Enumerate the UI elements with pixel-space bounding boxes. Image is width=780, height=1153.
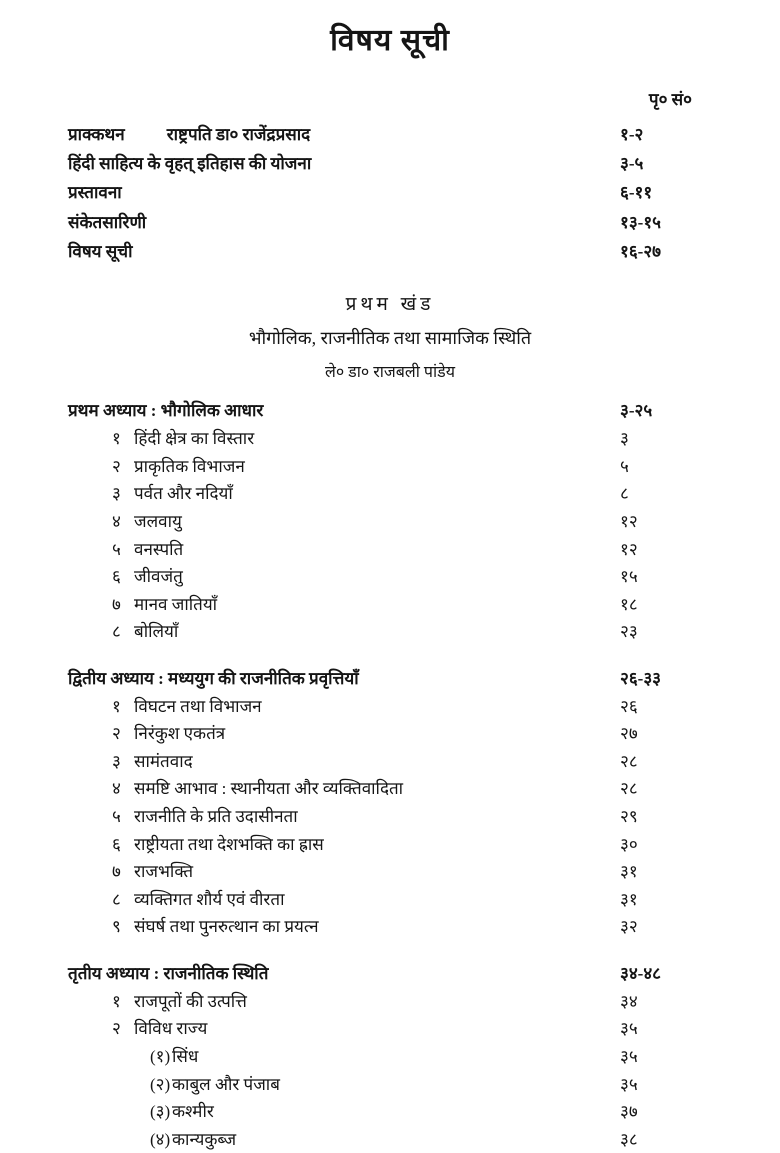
entry-pages: ८ (620, 484, 629, 504)
entry-pages: १५ (620, 567, 638, 587)
entry-label: राष्ट्रीयता तथा देशभक्ति का ह्रास (134, 834, 324, 854)
entry-label: मानव जातियाँ (134, 594, 218, 614)
entry-pages: १-२ (620, 125, 644, 144)
entry-pages: ६-११ (620, 183, 653, 203)
chapter-pages: ३४-४८ (620, 963, 662, 983)
entry-label: समष्टि आभाव : स्थानीयता और व्यक्तिवादिता (134, 779, 404, 799)
entry-number: ३ (112, 751, 121, 771)
entry-number: ७ (112, 594, 121, 614)
list-item (0, 591, 780, 619)
entry-pages: १२ (620, 512, 638, 531)
entry-pages: २७ (620, 724, 638, 744)
list-item (0, 425, 780, 453)
chapter-pages: ३-२५ (620, 401, 653, 421)
entry-number: ५ (112, 539, 121, 559)
divider-space (0, 646, 780, 654)
list-item (0, 508, 780, 536)
entry-pages: ३५ (620, 1074, 638, 1094)
entry-pages: २६ (620, 696, 638, 716)
entry-label: विषय सूची (68, 241, 133, 261)
entry-label: प्रस्तावना (68, 183, 122, 203)
entry-number: १ (112, 429, 121, 449)
entry-label: राजनीति के प्रति उदासीनता (134, 807, 298, 827)
entry-number: ४ (112, 779, 121, 799)
entry-pages: २३ (620, 622, 638, 642)
list-item (0, 748, 780, 776)
entry-label: राजभक्ति (134, 862, 194, 882)
entry-pages: ३५ (620, 1046, 638, 1066)
entry-number: ५ (112, 807, 121, 827)
list-item (0, 237, 780, 266)
list-item (0, 208, 780, 237)
entry-pages: ३५ (620, 1019, 638, 1039)
entry-label: जलवायु (134, 512, 182, 531)
entry-number: ६ (112, 834, 121, 854)
entry-label: सिंध (172, 1046, 199, 1066)
entry-number: (२) (150, 1074, 171, 1094)
entry-pages: ३ (620, 429, 629, 449)
list-item (0, 1015, 780, 1043)
list-item (0, 720, 780, 748)
entry-label: काबुल और पंजाब (172, 1074, 280, 1094)
entry-number: (४) (150, 1129, 171, 1149)
entry-number: ७ (112, 862, 121, 882)
chapter-title: द्वितीय अध्याय : मध्ययुग की राजनीतिक प्रवृत्तियाँ (68, 668, 359, 688)
entry-label: वनस्पति (134, 539, 184, 559)
entry-number: (३) (150, 1102, 171, 1122)
entry-pages: ५ (620, 456, 629, 476)
list-item (0, 988, 780, 1016)
entry-number: ८ (112, 622, 121, 642)
entry-number: २ (112, 1019, 121, 1039)
entry-number: २ (112, 456, 121, 476)
entry-pages: ३८ (620, 1129, 638, 1149)
entry-pages: ३४ (620, 991, 638, 1011)
list-item (0, 563, 780, 591)
list-item (0, 1098, 780, 1126)
chapter-title-row (0, 959, 780, 988)
entry-number: २ (112, 724, 121, 744)
list-item (0, 913, 780, 941)
list-item (0, 536, 780, 564)
entry-label: प्राक्कथन (68, 125, 125, 144)
front-matter-list (0, 120, 780, 266)
entry-pages: ३-५ (620, 154, 644, 174)
page-title: विषय सूची (330, 24, 450, 57)
entry-pages: २८ (620, 751, 638, 771)
chapter-pages: २६-३३ (620, 668, 662, 688)
entry-number: १ (112, 696, 121, 716)
entry-label: कान्यकुब्ज (172, 1129, 237, 1149)
entry-label: निरंकुश एकतंत्र (134, 724, 226, 744)
entry-pages: २८ (620, 779, 638, 799)
list-item (0, 858, 780, 886)
chapter-block (0, 959, 780, 1153)
entry-author: राष्ट्रपति डा० राजेंद्रप्रसाद (166, 125, 311, 144)
divider-space (0, 941, 780, 949)
entry-number: ९ (112, 917, 121, 937)
entry-label: राजपूतों की उत्पत्ति (134, 991, 247, 1011)
entry-pages: १८ (620, 594, 638, 614)
entry-number: ४ (112, 512, 121, 531)
chapter-title: प्रथम अध्याय : भौगोलिक आधार (68, 401, 264, 421)
section-heading: प्रथम खंड (345, 294, 435, 316)
entry-label: विविध राज्य (134, 1019, 208, 1039)
list-item (0, 1126, 780, 1153)
list-item (0, 120, 780, 149)
entry-number: ३ (112, 484, 121, 504)
list-item (0, 886, 780, 914)
entry-label: हिंदी क्षेत्र का विस्तार (134, 429, 255, 449)
list-item (0, 693, 780, 721)
entry-pages: १२ (620, 539, 638, 559)
entry-label: हिंदी साहित्य के वृहत् इतिहास की योजना (68, 154, 312, 174)
list-item (0, 803, 780, 831)
entry-label: व्यक्तिगत शौर्य एवं वीरता (134, 889, 285, 909)
entry-label: संकेतसारिणी (68, 212, 147, 232)
entry-label: विघटन तथा विभाजन (134, 696, 262, 716)
entry-label: पर्वत और नदियाँ (134, 484, 233, 504)
entry-number: ८ (112, 889, 121, 909)
entry-label: बोलियाँ (134, 622, 179, 642)
entry-pages: ३१ (620, 862, 638, 882)
section-subheading: भौगोलिक, राजनीतिक तथा सामाजिक स्थिति (248, 328, 532, 349)
entry-label: संघर्ष तथा पुनरुत्थान का प्रयत्न (134, 917, 319, 937)
entry-pages: ३७ (620, 1102, 638, 1122)
list-item (0, 618, 780, 646)
entry-label: प्राकृतिक विभाजन (134, 456, 245, 476)
entry-label: सामंतवाद (134, 751, 193, 771)
entry-pages: १६-२७ (620, 241, 662, 261)
entry-pages: ३१ (620, 889, 638, 909)
page-number-column-header: पृ० सं० (648, 90, 692, 109)
list-item (0, 178, 780, 207)
entry-pages: २९ (620, 807, 638, 827)
entry-pages: १३-१५ (620, 212, 662, 232)
entry-label: कश्मीर (172, 1102, 214, 1122)
chapter-title-row (0, 664, 780, 693)
list-item (0, 775, 780, 803)
entry-number: ६ (112, 567, 121, 587)
list-item (0, 831, 780, 859)
toc-page (0, 18, 780, 1149)
chapter-title-row (0, 396, 780, 425)
entry-label: जीवजंतु (134, 567, 183, 587)
section-author: ले० डा० राजबली पांडेय (325, 364, 455, 382)
chapter-title: तृतीय अध्याय : राजनीतिक स्थिति (68, 963, 269, 983)
list-item (0, 1043, 780, 1071)
entry-pages: ३० (620, 834, 638, 854)
list-item (0, 480, 780, 508)
list-item (0, 1071, 780, 1099)
entry-number: १ (112, 991, 121, 1011)
list-item (0, 453, 780, 481)
entry-pages: ३२ (620, 917, 638, 937)
entry-number: (१) (150, 1046, 171, 1066)
list-item (0, 149, 780, 178)
chapter-block (0, 396, 780, 645)
chapter-block (0, 664, 780, 941)
